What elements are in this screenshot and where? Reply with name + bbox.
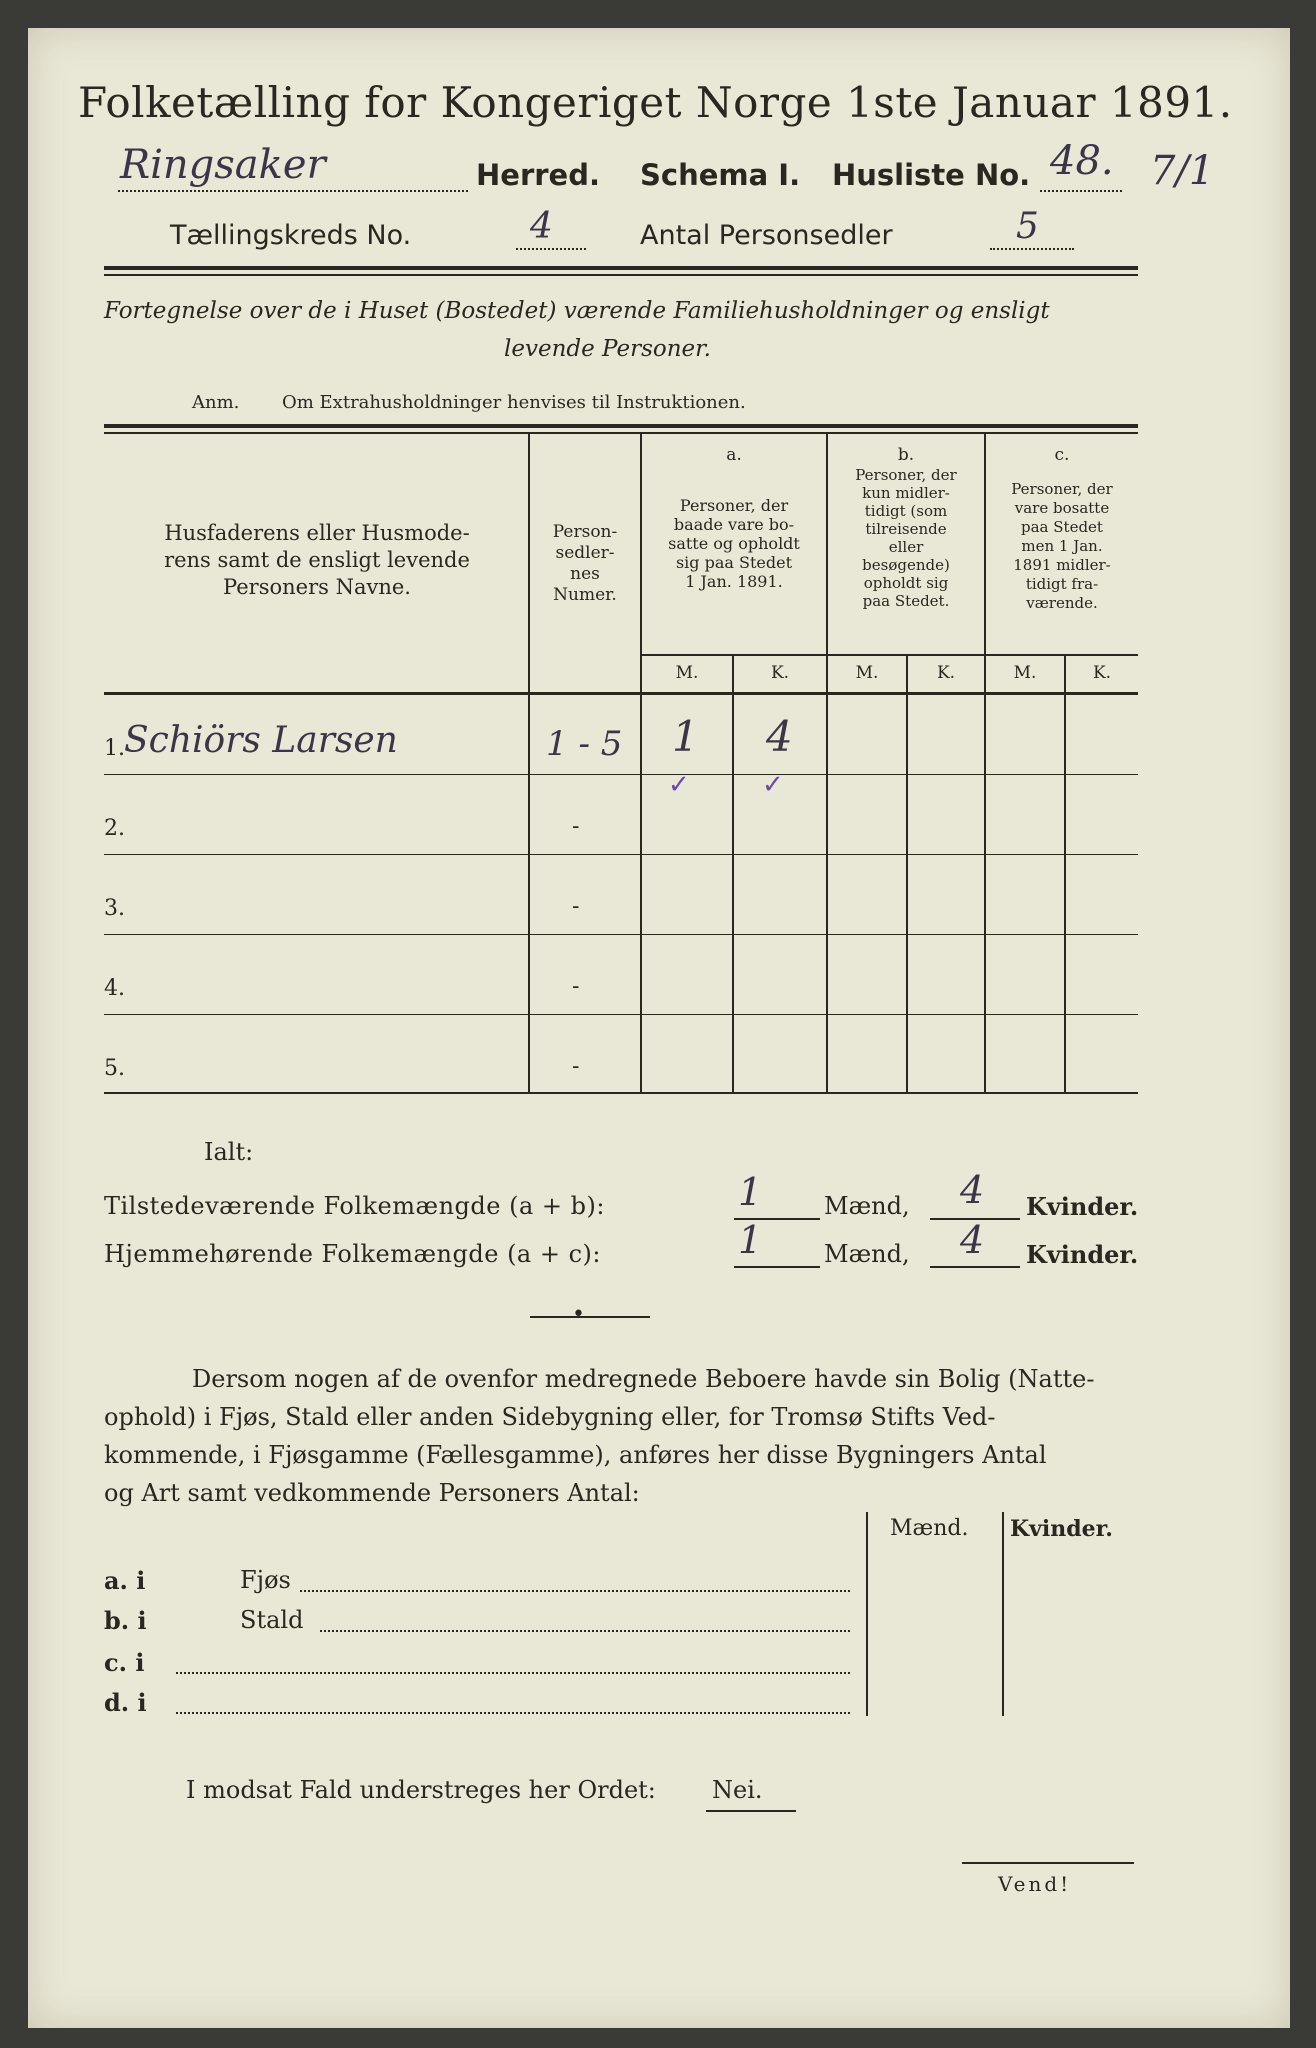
building-a-letter: a. i — [104, 1566, 146, 1595]
header-b: Personer, der kun midler- tidigt (som tilreisende eller besøgende) opholdt sig paa Stedet. — [855, 466, 957, 610]
section-separator — [530, 1316, 650, 1318]
tilstede-label: Tilstedeværende Folkemængde (a + b): — [104, 1192, 605, 1220]
row-1-num: 1. — [104, 736, 125, 761]
kreds-value: 4 — [530, 206, 553, 247]
vline-a-mk — [732, 654, 734, 1092]
personsedler-value: 5 — [1016, 206, 1039, 247]
row-rule-1 — [104, 774, 1138, 775]
header-a-letter: a. — [726, 445, 742, 465]
row-1-a-m-checkmark: ✓ — [668, 770, 690, 800]
anm-text: Om Extrahusholdninger henvises til Instruktionen. — [282, 392, 746, 413]
header-rule-thick — [104, 266, 1138, 270]
building-d-dotline — [176, 1712, 850, 1714]
tilstede-k: 4 — [960, 1168, 985, 1212]
row-3-numer: - — [572, 894, 580, 919]
row-1-a-m: 1 — [672, 712, 699, 761]
tilstede-m: 1 — [738, 1170, 763, 1214]
header-rule-thin — [104, 274, 1138, 276]
sub-c-m: M. — [1013, 663, 1037, 683]
hjemme-m: 1 — [738, 1218, 763, 1262]
herred-value: Ringsaker — [120, 142, 326, 188]
building-a-dotline — [300, 1590, 850, 1592]
building-d-letter: d. i — [104, 1688, 147, 1717]
row-1-a-k: 4 — [766, 712, 793, 761]
ialt-label: Ialt: — [204, 1138, 254, 1166]
buildings-col-maend: Mænd. — [890, 1516, 969, 1541]
buildings-vline-2 — [1002, 1512, 1004, 1716]
intro-line-1: Fortegnelse over de i Huset (Bostedet) værende Familiehusholdninger og ensligt — [104, 298, 1050, 324]
herred-label: Herred. — [476, 158, 600, 192]
table-top-rule — [104, 424, 1138, 428]
building-b-letter: b. i — [104, 1606, 147, 1635]
row-rule-4 — [104, 1014, 1138, 1015]
husliste-value: 48. — [1050, 138, 1114, 184]
header-names: Husfaderens eller Husmode- rens samt de ensligt levende Personers Navne. — [164, 521, 470, 599]
header-b-letter: b. — [897, 445, 915, 465]
herred-dotline — [118, 190, 468, 192]
vend-rule — [962, 1862, 1134, 1864]
building-b-dotline — [320, 1630, 850, 1632]
personsedler-label: Antal Personsedler — [640, 220, 893, 251]
paragraph-line-2: ophold) i Fjøs, Stald eller anden Sidebygning eller, for Tromsø Stifts Ved- — [104, 1403, 996, 1431]
row-2-num: 2. — [104, 816, 125, 841]
row-rule-3 — [104, 934, 1138, 935]
kreds-dotline — [516, 248, 586, 250]
row-rule-2 — [104, 854, 1138, 855]
sub-c-k: K. — [1092, 663, 1112, 683]
row-5-num: 5. — [104, 1056, 125, 1081]
row-1-a-k-checkmark: ✓ — [762, 770, 784, 800]
row-1-name: Schiörs Larsen — [124, 720, 398, 761]
vline-b-mk — [906, 654, 908, 1092]
intro-line-2: levende Personer. — [504, 336, 711, 362]
header-a: Personer, der baade vare bo- satte og opholdt sig paa Stedet 1 Jan. 1891. — [668, 496, 800, 591]
buildings-vline-1 — [866, 1512, 868, 1716]
buildings-col-kvinder: Kvinder. — [1010, 1516, 1113, 1542]
row-5-numer: - — [572, 1054, 580, 1079]
kreds-label: Tællingskreds No. — [170, 220, 412, 251]
anm-label: Anm. — [192, 392, 240, 413]
hjemme-kvinder: Kvinder. — [1026, 1240, 1139, 1269]
nei-underline — [706, 1810, 796, 1812]
paragraph-line-4: og Art samt vedkommende Personers Antal: — [104, 1479, 640, 1507]
row-4-num: 4. — [104, 976, 125, 1001]
census-form-sheet — [28, 28, 1290, 2028]
building-a-label: Fjøs — [240, 1566, 291, 1594]
personsedler-dotline — [990, 248, 1074, 250]
sub-a-m: M. — [675, 663, 699, 683]
table-bottom-rule — [104, 1092, 1138, 1094]
separator-dot: • — [572, 1302, 585, 1327]
husliste-dotline — [1040, 190, 1122, 192]
hjemme-label: Hjemmehørende Folkemængde (a + c): — [104, 1240, 601, 1268]
husliste-label: Husliste No. — [832, 158, 1031, 192]
table-header-rule — [104, 692, 1138, 695]
hjemme-m-line — [734, 1266, 820, 1268]
modsat-text: I modsat Fald understreges her Ordet: — [186, 1776, 656, 1804]
building-c-letter: c. i — [104, 1648, 145, 1677]
paragraph-line-3: kommende, i Fjøsgamme (Fællesgamme), anføres her disse Bygningers Antal — [104, 1441, 1047, 1469]
building-c-dotline — [176, 1672, 850, 1674]
nei-word: Nei. — [712, 1776, 763, 1804]
header-c-letter: c. — [1054, 445, 1070, 465]
hjemme-k-line — [930, 1266, 1020, 1268]
corner-mark: 7/1 — [1150, 148, 1215, 194]
vline-c-mk — [1064, 654, 1066, 1092]
row-1-numer: 1 - 5 — [546, 724, 623, 764]
tilstede-maend: Mænd, — [824, 1192, 910, 1220]
row-3-num: 3. — [104, 896, 125, 921]
table-top-rule-thin — [104, 432, 1138, 434]
hjemme-maend: Mænd, — [824, 1240, 910, 1268]
vend-text: Vend! — [998, 1872, 1072, 1896]
sub-b-m: M. — [855, 663, 879, 683]
schema-label: Schema I. — [640, 158, 801, 192]
sub-b-k: K. — [936, 663, 956, 683]
form-title: Folketælling for Kongeriget Norge 1ste Januar 1891. — [78, 78, 1233, 127]
header-c: Personer, der vare bosatte paa Stedet men 1 Jan. 1891 midler- tidigt fra- værende. — [1011, 480, 1113, 612]
header-numer: Person- sedler- nes Numer. — [552, 522, 618, 605]
sub-a-k: K. — [770, 663, 790, 683]
row-2-numer: - — [572, 814, 580, 839]
tilstede-kvinder: Kvinder. — [1026, 1192, 1139, 1221]
hjemme-k: 4 — [960, 1218, 985, 1262]
paragraph-line-1: Dersom nogen af de ovenfor medregnede Beboere havde sin Bolig (Natte- — [192, 1365, 1095, 1393]
building-b-label: Stald — [240, 1606, 304, 1634]
row-4-numer: - — [572, 974, 580, 999]
